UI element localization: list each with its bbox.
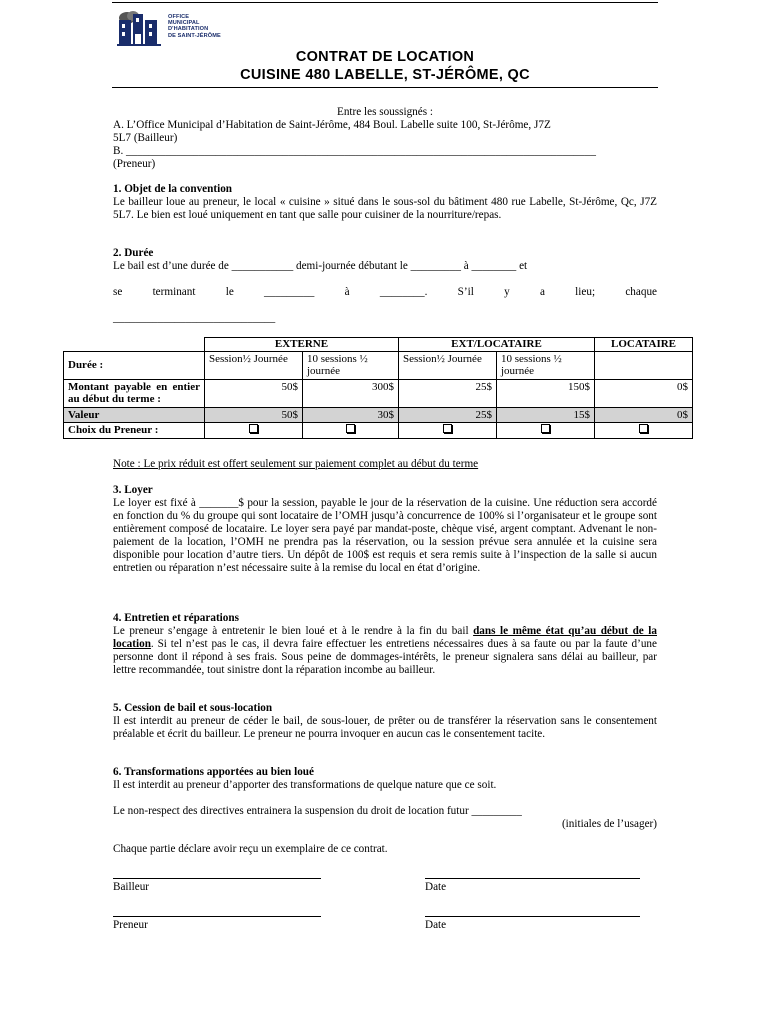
table-row — [64, 423, 693, 439]
table-header-row — [64, 338, 693, 352]
section4-body — [113, 625, 657, 677]
document-subtitle: CUISINE 480 LABELLE, ST-JÉRÔME, QC — [240, 67, 530, 83]
choice-cell[interactable] — [497, 423, 595, 439]
date1-line[interactable] — [425, 878, 640, 879]
party-a-line2: 5L7 (Bailleur) — [113, 132, 178, 144]
choice-cell[interactable] — [595, 423, 693, 439]
cell-duree: 10 sessions ½ journée — [497, 351, 595, 379]
date2-label: Date — [425, 919, 447, 931]
table-row — [64, 351, 693, 379]
logo-line: OFFICE — [168, 14, 190, 20]
copies-statement: Chaque partie déclare avoir reçu un exemplaire de ce contrat. — [113, 843, 388, 855]
table-row — [64, 379, 693, 407]
bailleur-label: Bailleur — [113, 881, 150, 893]
cell-duree — [595, 351, 693, 379]
cell-montant: 150$ — [497, 379, 595, 407]
section4-heading: 4. Entretien et réparations — [113, 612, 239, 624]
party-b-role: (Preneur) — [113, 158, 156, 170]
parties-intro: Entre les soussignés : — [336, 106, 434, 118]
cell-duree: Session½ Journée — [205, 351, 303, 379]
nonrespect-clause: Le non-respect des directives entrainera la suspension du droit de location futur _________ — [113, 805, 522, 817]
choice-cell[interactable] — [303, 423, 399, 439]
checkbox-icon[interactable] — [541, 424, 550, 433]
logo-line: DE SAINT-JÉRÔME — [168, 32, 221, 39]
choice-cell[interactable] — [399, 423, 497, 439]
section2-line2: se terminant le _________ à ________. S’il y a lieu; chaque — [113, 286, 657, 298]
section3-body: Le loyer est fixé à _______$ pour la session, payable le jour de la réservation de la cuisine. Une réduction sera accordé en fonction du % du groupe qui sont locataire de l’OMH jusqu’à concurrence de 100% si l’organisateur et le groupe sont entièrement composé de locataire. Le loyer sera payé par mandat-poste, chèque visé, argent comptant. Advenant le non-paiement de la location, l’OMH ne prendra pas la réservation, ou la session prévue sera annulée et la cuisine sera disponible pour location d’autre tiers. Un dépôt de 100$ est requis et sera remis suite à l’inspection de la salle si aucun entretien ou réparation n’est nécessaire suite à la remise du local en état d’origine. — [113, 497, 657, 574]
section2-line1: Le bail est d’une durée de ___________ demi-journée débutant le _________ à ________ et — [113, 260, 528, 272]
top-rule — [112, 2, 658, 3]
cell-montant: 50$ — [205, 379, 303, 407]
cell-montant: 300$ — [303, 379, 399, 407]
title-rule — [112, 87, 658, 88]
initials-label: (initiales de l’usager) — [561, 818, 657, 830]
table-row — [64, 407, 693, 423]
section5-heading: 5. Cession de bail et sous-location — [113, 702, 273, 714]
party-b-line: B. ____________________________________________________________________________________ — [113, 145, 596, 157]
cell-montant: 25$ — [399, 379, 497, 407]
row-label-duree: Durée : — [64, 351, 205, 379]
preneur-signature-line[interactable] — [113, 916, 321, 917]
document-title: CONTRAT DE LOCATION — [295, 49, 475, 65]
section1-body: Le bailleur loue au preneur, le local « cuisine » situé dans le sous-sol du bâtiment 480 rue Labelle, St-Jérôme, Qc, J7Z 5L7. Le bien est loué uniquement en tant que salle pour cuisiner de la nourriture/repas. — [113, 196, 657, 221]
logo-line: D'HABITATION — [168, 26, 209, 33]
checkbox-icon[interactable] — [443, 424, 452, 433]
cell-valeur: 25$ — [399, 407, 497, 423]
logo-line: MUNICIPAL — [168, 20, 200, 27]
checkbox-icon[interactable] — [249, 424, 258, 433]
party-a-line1: A. L’Office Municipal d’Habitation de Saint-Jérôme, 484 Boul. Labelle suite 100, St-Jérôme, J7Z — [113, 119, 551, 131]
logo-text — [168, 14, 221, 39]
section4-body-start: Le preneur s’engage à entretenir le bien loué et à le rendre à la fin du bail — [113, 625, 474, 637]
row-label-montant: Montant payable en entier au début du terme : — [64, 379, 205, 407]
checkbox-icon[interactable] — [639, 424, 648, 433]
row-label-valeur: Valeur — [64, 407, 205, 423]
section4-body-end: . Si tel n’est pas le cas, il devra faire effectuer les entretiens nécessaires dues à sa faute ou par la faute d’une personne dont il répond à ses frais. Sous peine de dommages-intérêts, le preneur signalera sans délai au bailleur, par lettre recommandée, tout sinistre dont la réparation incombe au bailleur. — [113, 638, 657, 676]
section2-heading: 2. Durée — [113, 247, 154, 259]
header-externe: EXTERNE — [205, 338, 399, 352]
section6-heading: 6. Transformations apportées au bien loué — [113, 766, 314, 778]
cell-valeur: 0$ — [595, 407, 693, 423]
table-corner — [64, 338, 205, 352]
choice-cell[interactable] — [205, 423, 303, 439]
section3-heading: 3. Loyer — [113, 484, 153, 496]
cell-valeur: 50$ — [205, 407, 303, 423]
section4-emphasis: dans le même état qu’au début de la location — [113, 625, 657, 650]
cell-valeur: 30$ — [303, 407, 399, 423]
section6-body: Il est interdit au preneur d’apporter des transformations de quelque nature que ce soit. — [113, 779, 497, 791]
cell-valeur: 15$ — [497, 407, 595, 423]
cell-montant: 0$ — [595, 379, 693, 407]
row-label-choix: Choix du Preneur : — [64, 423, 205, 439]
checkbox-icon[interactable] — [346, 424, 355, 433]
date2-line[interactable] — [425, 916, 640, 917]
pricing-table — [63, 337, 693, 439]
header-ext-locataire: EXT/LOCATAIRE — [399, 338, 595, 352]
table-note: Note : Le prix réduit est offert seulement sur paiement complet au début du terme — [113, 458, 479, 470]
cell-duree: Session½ Journée — [399, 351, 497, 379]
date1-label: Date — [425, 881, 447, 893]
bailleur-signature-line[interactable] — [113, 878, 321, 879]
header-locataire: LOCATAIRE — [595, 338, 693, 352]
preneur-label: Preneur — [113, 919, 148, 931]
section2-line3: _____________________________ — [113, 312, 276, 324]
cell-duree: 10 sessions ½ journée — [303, 351, 399, 379]
section1-heading: 1. Objet de la convention — [113, 183, 233, 195]
section5-body: Il est interdit au preneur de céder le bail, de sous-louer, de prêter ou de transférer la réservation sans le consentement préalable et écrit du bailleur. Le preneur ne pourra invoquer en aucun cas le consentement tacite. — [113, 715, 657, 740]
